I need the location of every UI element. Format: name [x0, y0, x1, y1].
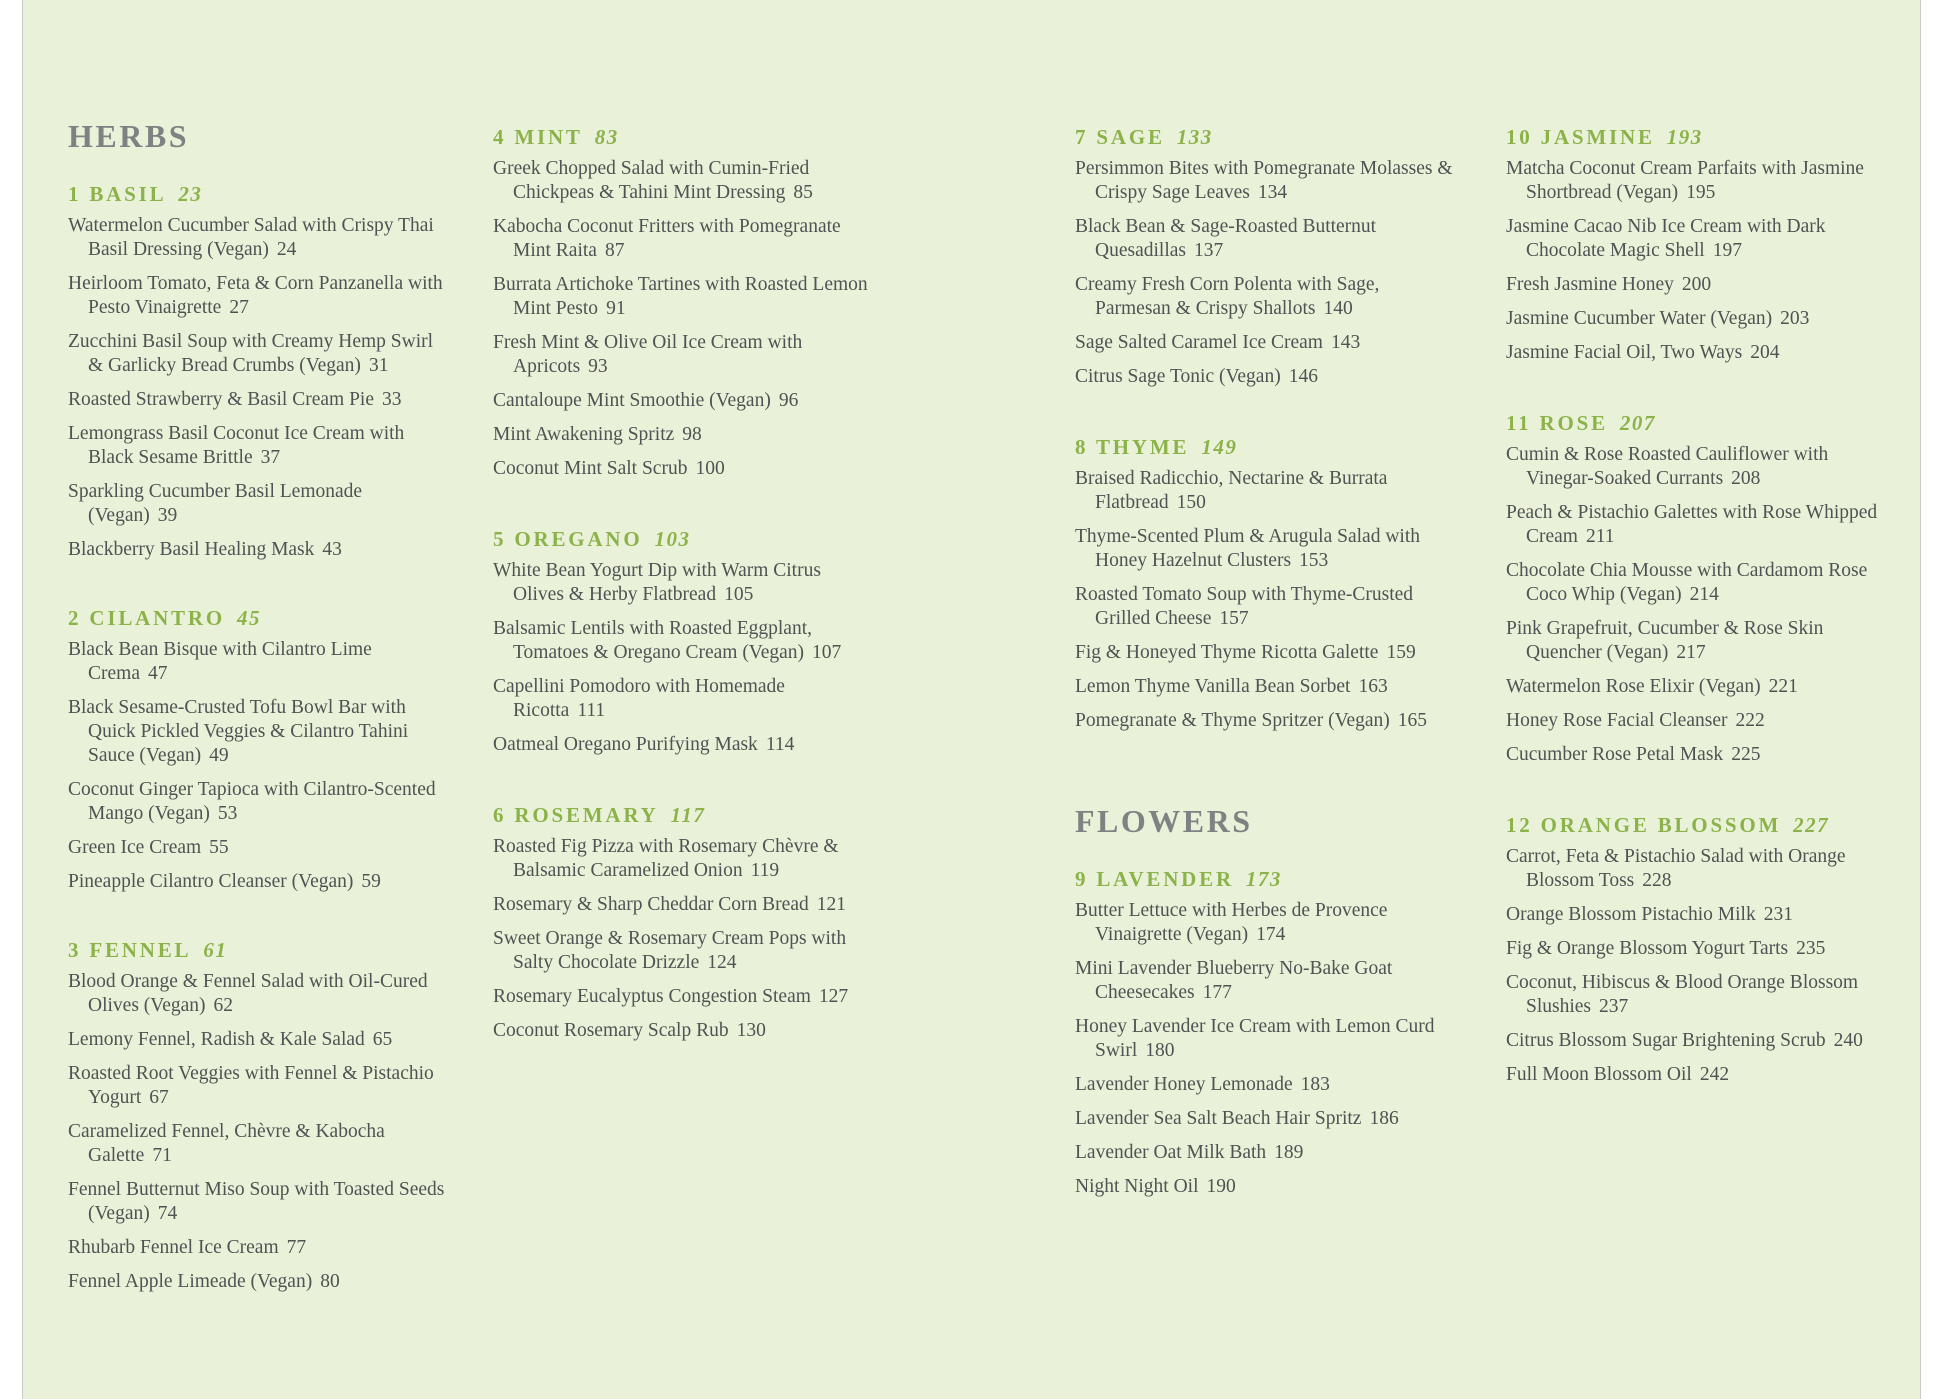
chapter-number: 1 — [68, 182, 82, 206]
chapter-heading[interactable] — [68, 930, 448, 970]
recipe-list — [68, 638, 448, 894]
recipe-page-number: 77 — [286, 1237, 307, 1258]
recipe-page-number: 98 — [682, 424, 702, 445]
recipe-page-number: 217 — [1676, 642, 1706, 663]
recipe-entry[interactable] — [1075, 1073, 1455, 1097]
toc-page — [22, 0, 1921, 1399]
recipe-entry[interactable] — [1506, 341, 1886, 365]
chapter-section — [1506, 805, 1886, 1087]
recipe-entry[interactable] — [68, 1062, 448, 1110]
chapter-name: ROSE — [1539, 411, 1608, 435]
recipe-title: Fig & Honeyed Thyme Ricotta Galette — [1075, 642, 1379, 663]
recipe-title: Pink Grapefruit, Cucumber & Rose Skin Quencher (Vegan) — [1506, 618, 1824, 663]
recipe-page-number: 33 — [381, 389, 402, 410]
recipe-entry[interactable] — [493, 733, 873, 757]
recipe-title: Sage Salted Caramel Ice Cream — [1075, 332, 1323, 353]
recipe-page-number: 24 — [276, 239, 297, 260]
recipe-page-number: 91 — [606, 298, 626, 319]
chapter-heading[interactable] — [1075, 427, 1455, 467]
chapter-name: JASMINE — [1540, 125, 1655, 149]
recipe-page-number: 222 — [1735, 710, 1765, 731]
recipe-page-number: 189 — [1274, 1142, 1304, 1163]
recipe-title: Mint Awakening Spritz — [493, 424, 675, 445]
recipe-title: Night Night Oil — [1075, 1176, 1199, 1197]
chapter-name: OREGANO — [514, 527, 643, 551]
recipe-page-number: 177 — [1202, 982, 1232, 1003]
recipe-page-number: 200 — [1681, 274, 1712, 295]
recipe-title: Coconut Ginger Tapioca with Cilantro-Scented Mango (Vegan) — [68, 779, 436, 824]
recipe-title: Citrus Sage Tonic (Vegan) — [1075, 366, 1281, 387]
toc-column-4 — [1506, 117, 1886, 1097]
recipe-title: Rhubarb Fennel Ice Cream — [68, 1237, 279, 1258]
recipe-title: Fennel Apple Limeade (Vegan) — [68, 1271, 313, 1292]
recipe-entry[interactable] — [1506, 443, 1886, 491]
chapter-heading[interactable] — [493, 795, 873, 835]
recipe-title: Lemongrass Basil Coconut Ice Cream with Black Sesame Brittle — [68, 423, 405, 468]
recipe-page-number: 186 — [1369, 1108, 1399, 1129]
recipe-title: Lavender Sea Salt Beach Hair Spritz — [1075, 1108, 1362, 1129]
recipe-title: Chocolate Chia Mousse with Cardamom Rose Coco Whip (Vegan) — [1506, 560, 1868, 605]
recipe-entry[interactable] — [68, 1270, 448, 1294]
recipe-title: Watermelon Cucumber Salad with Crispy Thai Basil Dressing (Vegan) — [68, 215, 434, 260]
chapter-section — [1075, 117, 1455, 389]
recipe-entry[interactable] — [68, 1236, 448, 1260]
chapter-page-number: 173 — [1245, 867, 1282, 891]
recipe-title: Sparkling Cucumber Basil Lemonade (Vegan) — [68, 481, 363, 526]
recipe-title: Rosemary & Sharp Cheddar Corn Bread — [493, 894, 809, 915]
recipe-entry[interactable] — [1075, 957, 1455, 1005]
recipe-title: Persimmon Bites with Pomegranate Molasses & Crispy Sage Leaves — [1075, 158, 1453, 203]
chapter-number: 11 — [1506, 411, 1532, 435]
recipe-entry[interactable] — [68, 272, 448, 320]
recipe-title: Black Sesame-Crusted Tofu Bowl Bar with Quick Pickled Veggies & Cilantro Tahini Sauce (Vegan) — [68, 697, 409, 766]
chapter-page-number: 193 — [1666, 125, 1703, 149]
recipe-entry[interactable] — [1506, 501, 1886, 549]
chapter-page-number: 23 — [178, 182, 203, 206]
recipe-page-number: 211 — [1585, 526, 1615, 547]
recipe-entry[interactable] — [68, 1028, 448, 1052]
recipe-title: Jasmine Facial Oil, Two Ways — [1506, 342, 1743, 363]
recipe-entry[interactable] — [1506, 845, 1886, 893]
recipe-entry[interactable] — [493, 835, 873, 883]
recipe-title: Kabocha Coconut Fritters with Pomegranate Mint Raita — [493, 216, 841, 261]
recipe-entry[interactable] — [493, 559, 873, 607]
recipe-list — [1075, 157, 1455, 389]
recipe-title: Orange Blossom Pistachio Milk — [1506, 904, 1756, 925]
chapter-number: 4 — [493, 125, 507, 149]
recipe-title: Honey Rose Facial Cleanser — [1506, 710, 1728, 731]
recipe-page-number: 146 — [1288, 366, 1318, 387]
recipe-entry[interactable] — [1075, 1175, 1455, 1199]
recipe-page-number: 174 — [1256, 924, 1286, 945]
recipe-page-number: 121 — [816, 894, 846, 915]
recipe-page-number: 157 — [1219, 608, 1249, 629]
recipe-list — [68, 214, 448, 562]
recipe-page-number: 183 — [1300, 1074, 1330, 1095]
recipe-page-number: 49 — [209, 745, 229, 766]
recipe-entry[interactable] — [1506, 157, 1886, 205]
recipe-entry[interactable] — [1075, 215, 1455, 263]
recipe-entry[interactable] — [68, 330, 448, 378]
recipe-entry[interactable] — [1075, 1141, 1455, 1165]
recipe-title: Watermelon Rose Elixir (Vegan) — [1506, 676, 1761, 697]
recipe-entry[interactable] — [493, 457, 873, 481]
recipe-title: Sweet Orange & Rosemary Cream Pops with Salty Chocolate Drizzle — [493, 928, 847, 973]
recipe-title: Roasted Tomato Soup with Thyme-Crusted Grilled Cheese — [1075, 584, 1414, 629]
recipe-entry[interactable] — [1075, 157, 1455, 205]
recipe-entry[interactable] — [1075, 273, 1455, 321]
recipe-title: Roasted Fig Pizza with Rosemary Chèvre & Balsamic Caramelized Onion — [493, 836, 839, 881]
chapter-section — [68, 174, 448, 562]
recipe-title: Jasmine Cacao Nib Ice Cream with Dark Chocolate Magic Shell — [1506, 216, 1826, 261]
recipe-title: Blood Orange & Fennel Salad with Oil-Cured Olives (Vegan) — [68, 971, 428, 1016]
chapter-section — [68, 930, 448, 1294]
chapter-section — [68, 598, 448, 894]
recipe-page-number: 31 — [368, 355, 389, 376]
recipe-page-number: 165 — [1397, 710, 1428, 731]
recipe-list — [1506, 845, 1886, 1087]
recipe-entry[interactable] — [1075, 1015, 1455, 1063]
toc-column-1 — [68, 112, 448, 1304]
chapter-name: SAGE — [1096, 125, 1165, 149]
recipe-list — [1506, 443, 1886, 767]
recipe-entry[interactable] — [68, 836, 448, 860]
recipe-entry[interactable] — [68, 1120, 448, 1168]
recipe-page-number: 37 — [260, 447, 281, 468]
recipe-list — [1075, 899, 1455, 1199]
recipe-page-number: 190 — [1206, 1176, 1236, 1197]
chapter-number: 2 — [68, 606, 82, 630]
recipe-page-number: 119 — [750, 860, 780, 881]
chapter-page-number: 133 — [1176, 125, 1213, 149]
recipe-title: Heirloom Tomato, Feta & Corn Panzanella with Pesto Vinaigrette — [68, 273, 443, 318]
recipe-title: Balsamic Lentils with Roasted Eggplant, Tomatoes & Oregano Cream (Vegan) — [493, 618, 812, 663]
recipe-title: Fresh Mint & Olive Oil Ice Cream with Apricots — [493, 332, 803, 377]
recipe-page-number: 163 — [1358, 676, 1388, 697]
recipe-title: Pomegranate & Thyme Spritzer (Vegan) — [1075, 710, 1390, 731]
recipe-entry[interactable] — [493, 423, 873, 447]
recipe-title: Caramelized Fennel, Chèvre & Kabocha Galette — [68, 1121, 385, 1166]
recipe-page-number: 140 — [1323, 298, 1353, 319]
recipe-title: Cantaloupe Mint Smoothie (Vegan) — [493, 390, 771, 411]
recipe-page-number: 107 — [812, 642, 842, 663]
recipe-title: Butter Lettuce with Herbes de Provence Vinaigrette (Vegan) — [1075, 900, 1388, 945]
recipe-title: Creamy Fresh Corn Polenta with Sage, Parmesan & Crispy Shallots — [1075, 274, 1380, 319]
chapter-number: 9 — [1075, 867, 1089, 891]
recipe-title: Citrus Blossom Sugar Brightening Scrub — [1506, 1030, 1826, 1051]
recipe-title: Lavender Oat Milk Bath — [1075, 1142, 1267, 1163]
recipe-page-number: 65 — [372, 1029, 393, 1050]
chapter-section — [493, 519, 873, 757]
part-title-flowers: FLOWERS — [1075, 803, 1253, 839]
recipe-entry[interactable] — [493, 389, 873, 413]
toc-column-2 — [493, 117, 873, 1053]
chapter-heading[interactable] — [68, 598, 448, 638]
recipe-entry[interactable] — [68, 388, 448, 412]
recipe-entry[interactable] — [1075, 675, 1455, 699]
recipe-title: Greek Chopped Salad with Cumin-Fried Chickpeas & Tahini Mint Dressing — [493, 158, 810, 203]
recipe-title: Black Bean Bisque with Cilantro Lime Crema — [68, 639, 372, 684]
recipe-page-number: 124 — [707, 952, 737, 973]
recipe-entry[interactable] — [1075, 365, 1455, 389]
recipe-entry[interactable] — [1506, 903, 1886, 927]
recipe-title: Peach & Pistachio Galettes with Rose Whipped Cream — [1506, 502, 1878, 547]
chapter-section — [1506, 117, 1886, 365]
part-title-herbs: HERBS — [68, 118, 189, 154]
recipe-page-number: 43 — [322, 539, 342, 560]
recipe-entry[interactable] — [1506, 971, 1886, 1019]
recipe-page-number: 85 — [793, 182, 813, 203]
recipe-page-number: 74 — [157, 1203, 178, 1224]
recipe-page-number: 62 — [213, 995, 234, 1016]
chapter-page-number: 83 — [594, 125, 619, 149]
recipe-entry[interactable] — [1075, 709, 1455, 733]
recipe-page-number: 71 — [152, 1145, 172, 1166]
recipe-page-number: 134 — [1257, 182, 1288, 203]
recipe-page-number: 80 — [320, 1271, 340, 1292]
recipe-page-number: 197 — [1712, 240, 1742, 261]
recipe-page-number: 180 — [1145, 1040, 1175, 1061]
recipe-entry[interactable] — [1506, 215, 1886, 263]
chapter-name: THYME — [1095, 435, 1190, 459]
chapter-heading[interactable] — [1506, 403, 1886, 443]
recipe-entry[interactable] — [1075, 331, 1455, 355]
recipe-entry[interactable] — [493, 617, 873, 665]
chapter-name: ROSEMARY — [514, 803, 659, 827]
recipe-page-number: 93 — [588, 356, 608, 377]
recipe-entry[interactable] — [493, 985, 873, 1009]
recipe-page-number: 150 — [1176, 492, 1206, 513]
recipe-page-number: 27 — [229, 297, 249, 318]
recipe-entry[interactable] — [68, 970, 448, 1018]
chapter-heading[interactable] — [493, 117, 873, 157]
chapter-heading[interactable] — [493, 519, 873, 559]
recipe-entry[interactable] — [1075, 899, 1455, 947]
recipe-list — [493, 559, 873, 757]
chapter-page-number: 103 — [654, 527, 691, 551]
recipe-entry[interactable] — [493, 215, 873, 263]
recipe-title: Coconut, Hibiscus & Blood Orange Blossom Slushies — [1506, 972, 1859, 1017]
recipe-title: Zucchini Basil Soup with Creamy Hemp Swirl & Garlicky Bread Crumbs (Vegan) — [68, 331, 434, 376]
recipe-entry[interactable] — [68, 1178, 448, 1226]
recipe-page-number: 208 — [1731, 468, 1761, 489]
chapter-heading[interactable] — [1075, 117, 1455, 157]
chapter-heading[interactable] — [68, 174, 448, 214]
recipe-entry[interactable] — [1506, 743, 1886, 767]
recipe-entry[interactable] — [68, 480, 448, 528]
chapter-number: 8 — [1075, 435, 1089, 459]
chapter-section — [1506, 403, 1886, 767]
recipe-entry[interactable] — [493, 331, 873, 379]
recipe-entry[interactable] — [493, 1019, 873, 1043]
chapter-page-number: 227 — [1793, 813, 1830, 837]
recipe-title: Fig & Orange Blossom Yogurt Tarts — [1506, 938, 1789, 959]
recipe-title: Lemon Thyme Vanilla Bean Sorbet — [1075, 676, 1351, 697]
recipe-title: Green Ice Cream — [68, 837, 202, 858]
recipe-entry[interactable] — [1075, 1107, 1455, 1131]
recipe-title: Black Bean & Sage-Roasted Butternut Quesadillas — [1075, 216, 1377, 261]
chapter-heading[interactable] — [1506, 805, 1886, 845]
recipe-title: Jasmine Cucumber Water (Vegan) — [1506, 308, 1773, 329]
recipe-page-number: 105 — [724, 584, 754, 605]
recipe-entry[interactable] — [68, 538, 448, 562]
recipe-page-number: 47 — [147, 663, 168, 684]
recipe-page-number: 137 — [1193, 240, 1224, 261]
recipe-title: Cumin & Rose Roasted Cauliflower with Vinegar-Soaked Currants — [1506, 444, 1829, 489]
recipe-page-number: 203 — [1780, 308, 1810, 329]
recipe-entry[interactable] — [1506, 937, 1886, 961]
recipe-title: Cucumber Rose Petal Mask — [1506, 744, 1724, 765]
recipe-list — [493, 157, 873, 481]
toc-column-3 — [1075, 117, 1455, 1209]
recipe-page-number: 87 — [604, 240, 625, 261]
recipe-page-number: 195 — [1686, 182, 1716, 203]
recipe-page-number: 214 — [1689, 584, 1719, 605]
recipe-page-number: 225 — [1731, 744, 1761, 765]
chapter-number: 12 — [1506, 813, 1533, 837]
chapter-section — [1075, 427, 1455, 733]
recipe-title: Capellini Pomodoro with Homemade Ricotta — [493, 676, 785, 721]
recipe-entry[interactable] — [68, 422, 448, 470]
chapter-number: 10 — [1506, 125, 1533, 149]
recipe-entry[interactable] — [1075, 525, 1455, 573]
recipe-entry[interactable] — [1075, 467, 1455, 515]
recipe-page-number: 228 — [1642, 870, 1672, 891]
recipe-title: Carrot, Feta & Pistachio Salad with Orange Blossom Toss — [1506, 846, 1846, 891]
recipe-title: Pineapple Cilantro Cleanser (Vegan) — [68, 871, 354, 892]
recipe-title: Fresh Jasmine Honey — [1506, 274, 1674, 295]
recipe-page-number: 153 — [1299, 550, 1329, 571]
recipe-page-number: 111 — [577, 700, 606, 721]
recipe-title: Roasted Root Veggies with Fennel & Pistachio Yogurt — [68, 1063, 434, 1108]
chapter-heading[interactable] — [1506, 117, 1886, 157]
recipe-page-number: 235 — [1796, 938, 1826, 959]
recipe-page-number: 240 — [1833, 1030, 1863, 1051]
recipe-page-number: 96 — [778, 390, 799, 411]
recipe-page-number: 130 — [736, 1020, 766, 1041]
recipe-page-number: 100 — [695, 458, 725, 479]
chapter-heading[interactable] — [1075, 859, 1455, 899]
chapter-name: LAVENDER — [1096, 867, 1234, 891]
recipe-entry[interactable] — [68, 696, 448, 768]
recipe-entry[interactable] — [68, 214, 448, 262]
chapter-name: MINT — [514, 125, 583, 149]
recipe-page-number: 242 — [1699, 1064, 1730, 1085]
chapter-name: ORANGE BLOSSOM — [1540, 813, 1782, 837]
recipe-title: Rosemary Eucalyptus Congestion Steam — [493, 986, 811, 1007]
recipe-entry[interactable] — [68, 870, 448, 894]
recipe-page-number: 55 — [209, 837, 229, 858]
chapter-number: 6 — [493, 803, 507, 827]
chapter-number: 7 — [1075, 125, 1089, 149]
recipe-page-number: 67 — [149, 1087, 169, 1108]
recipe-entry[interactable] — [493, 273, 873, 321]
recipe-title: Lavender Honey Lemonade — [1075, 1074, 1293, 1095]
recipe-list — [1075, 467, 1455, 733]
chapter-page-number: 149 — [1201, 435, 1238, 459]
recipe-page-number: 59 — [361, 871, 381, 892]
recipe-title: Oatmeal Oregano Purifying Mask — [493, 734, 758, 755]
recipe-entry[interactable] — [1506, 617, 1886, 665]
chapter-page-number: 207 — [1619, 411, 1656, 435]
recipe-entry[interactable] — [68, 638, 448, 686]
recipe-list — [1506, 157, 1886, 365]
recipe-entry[interactable] — [1506, 709, 1886, 733]
recipe-title: Thyme-Scented Plum & Arugula Salad with Honey Hazelnut Clusters — [1075, 526, 1420, 571]
recipe-entry[interactable] — [1506, 307, 1886, 331]
recipe-entry[interactable] — [68, 778, 448, 826]
chapter-page-number: 61 — [203, 938, 228, 962]
recipe-page-number: 114 — [765, 734, 795, 755]
recipe-title: Mini Lavender Blueberry No-Bake Goat Cheesecakes — [1075, 958, 1393, 1003]
recipe-title: Fennel Butternut Miso Soup with Toasted Seeds (Vegan) — [68, 1179, 445, 1224]
recipe-title: Burrata Artichoke Tartines with Roasted Lemon Mint Pesto — [493, 274, 868, 319]
recipe-page-number: 53 — [217, 803, 238, 824]
recipe-page-number: 39 — [157, 505, 178, 526]
recipe-entry[interactable] — [493, 675, 873, 723]
recipe-title: Coconut Mint Salt Scrub — [493, 458, 688, 479]
recipe-title: Blackberry Basil Healing Mask — [68, 539, 315, 560]
chapter-section — [493, 117, 873, 481]
recipe-entry[interactable] — [1075, 583, 1455, 631]
recipe-title: White Bean Yogurt Dip with Warm Citrus Olives & Herby Flatbread — [493, 560, 821, 605]
recipe-title: Lemony Fennel, Radish & Kale Salad — [68, 1029, 365, 1050]
chapter-name: FENNEL — [89, 938, 192, 962]
chapter-number: 3 — [68, 938, 82, 962]
recipe-page-number: 143 — [1330, 332, 1361, 353]
recipe-entry[interactable] — [1506, 1063, 1886, 1087]
chapter-page-number: 117 — [670, 803, 706, 827]
recipe-title: Roasted Strawberry & Basil Cream Pie — [68, 389, 374, 410]
recipe-entry[interactable] — [493, 927, 873, 975]
recipe-title: Honey Lavender Ice Cream with Lemon Curd Swirl — [1075, 1016, 1435, 1061]
recipe-entry[interactable] — [1506, 273, 1886, 297]
recipe-page-number: 159 — [1386, 642, 1416, 663]
recipe-title: Coconut Rosemary Scalp Rub — [493, 1020, 729, 1041]
recipe-title: Full Moon Blossom Oil — [1506, 1064, 1692, 1085]
chapter-section — [1075, 859, 1455, 1199]
recipe-entry[interactable] — [1075, 641, 1455, 665]
recipe-list — [493, 835, 873, 1043]
recipe-entry[interactable] — [1506, 559, 1886, 607]
recipe-entry[interactable] — [1506, 675, 1886, 699]
recipe-page-number: 221 — [1768, 676, 1798, 697]
chapter-name: BASIL — [89, 182, 167, 206]
recipe-list — [68, 970, 448, 1294]
chapter-section — [493, 795, 873, 1043]
chapter-page-number: 45 — [236, 606, 261, 630]
chapter-name: CILANTRO — [89, 606, 225, 630]
recipe-page-number: 237 — [1599, 996, 1629, 1017]
recipe-page-number: 127 — [818, 986, 849, 1007]
recipe-title: Braised Radicchio, Nectarine & Burrata Flatbread — [1075, 468, 1388, 513]
recipe-entry[interactable] — [493, 893, 873, 917]
recipe-page-number: 204 — [1750, 342, 1780, 363]
recipe-title: Matcha Coconut Cream Parfaits with Jasmine Shortbread (Vegan) — [1506, 158, 1864, 203]
recipe-entry[interactable] — [493, 157, 873, 205]
chapter-number: 5 — [493, 527, 507, 551]
recipe-entry[interactable] — [1506, 1029, 1886, 1053]
recipe-page-number: 231 — [1763, 904, 1793, 925]
